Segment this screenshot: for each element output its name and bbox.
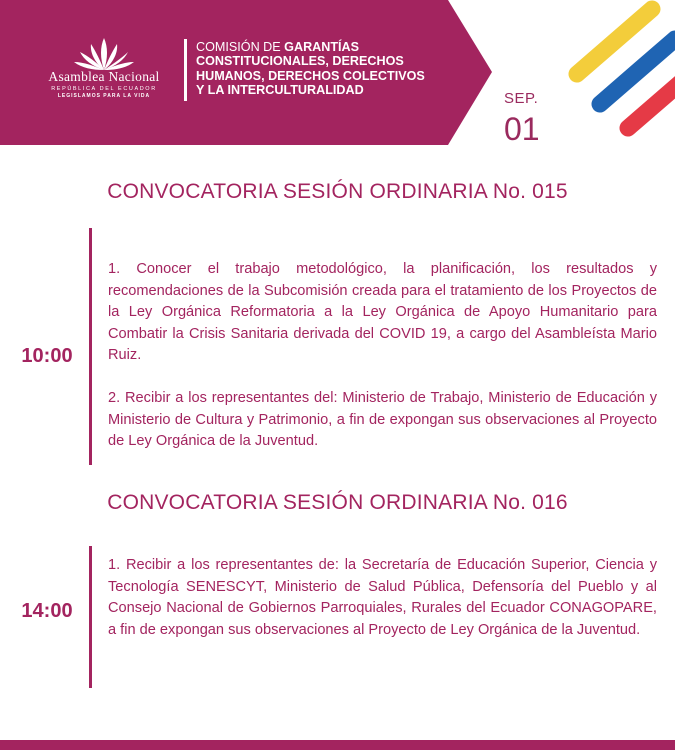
date-month: SEP.: [504, 90, 539, 107]
comision-prefix: COMISIÓN DE: [196, 40, 281, 54]
comision-line3: HUMANOS, DERECHOS COLECTIVOS: [196, 68, 425, 83]
flag-stripe-red: [628, 83, 675, 128]
logo-subtitle: REPÚBLICA DEL ECUADOR: [51, 86, 157, 92]
session-agenda-016: [108, 555, 657, 641]
footer-bar: [0, 740, 675, 750]
date-day: 01: [504, 111, 540, 147]
session-timeline-016: [89, 546, 92, 688]
logo-name: Asamblea Nacional: [48, 69, 160, 84]
agenda-item: 2. Recibir a los representantes del: Ministerio de Trabajo, Ministerio de Educación y Ministerio de Cultura y Patrimonio, a fin de expongan sus observaciones al Proyecto de Ley Orgánica de la Juventud.: [108, 390, 657, 449]
logo: [34, 69, 174, 99]
session-timeline-015: [89, 228, 92, 465]
header-divider: [184, 39, 187, 101]
session-time-016: 14:00: [21, 600, 73, 622]
agenda-item: 1. Recibir a los representantes de: la Secretaría de Educación Superior, Ciencia y Tecnología SENESCYT, Ministerio de Salud Pública, Defensoría del Pueblo y al Consejo Nacional de Gobiernos Parroquiales, Rurales del Ecuador CONAGOPARE, a fin de expongan sus observaciones al Proyecto de Ley Orgánica de la Juventud.: [108, 557, 657, 638]
flag-stripes: [577, 9, 675, 128]
logo-motto: LEGISLAMOS PARA LA VIDA: [57, 93, 151, 99]
session-agenda-015: [108, 259, 657, 453]
session-time-015: 10:00: [21, 345, 73, 367]
session-title-016: CONVOCATORIA SESIÓN ORDINARIA No. 016: [107, 491, 568, 514]
comision-line2: CONSTITUCIONALES, DERECHOS: [196, 54, 404, 69]
comision-line1: GARANTÍAS: [284, 40, 360, 54]
session-title-015: CONVOCATORIA SESIÓN ORDINARIA No. 015: [107, 180, 568, 203]
agenda-item: 1. Conocer el trabajo metodológico, la planificación, los resultados y recomendaciones de la Subcomisión creada para el tratamiento de los Proyectos de la Ley Orgánica Reformatoria a la Ley Orgánica de Apoyo Humanitario para Combatir la Crisis Sanitaria derivada del COVID 19, a cargo del Asambleísta Mario Ruiz.: [108, 261, 657, 363]
comision-name: [196, 40, 456, 97]
comision-line4: Y LA INTERCULTURALIDAD: [196, 82, 364, 97]
